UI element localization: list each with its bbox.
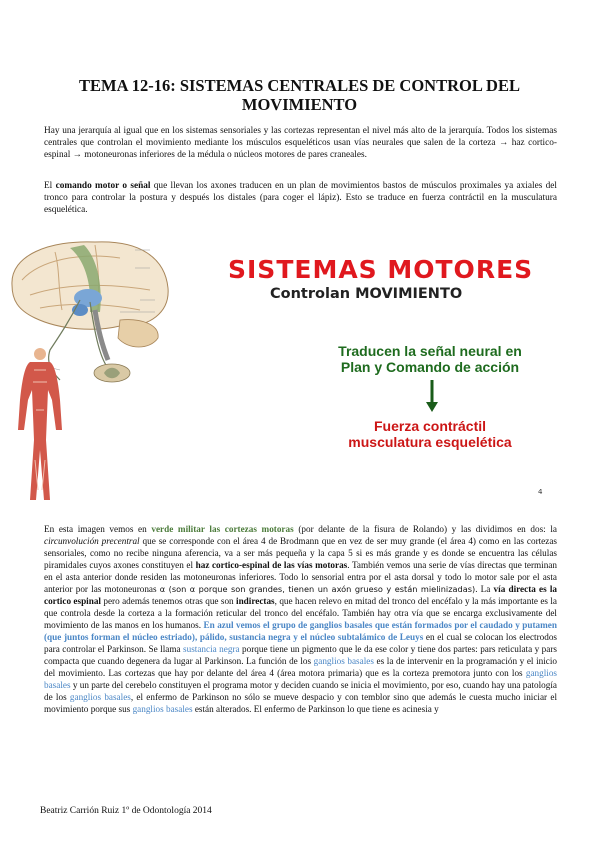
slide-red-line-1: Fuerza contráctil bbox=[373, 418, 487, 434]
p3-segment: α (son α porque son grandes, tienen un axón grueso y están mielinizadas) bbox=[159, 584, 476, 594]
slide-title: SISTEMAS MOTORES bbox=[228, 255, 534, 284]
p3-segment: indirectas bbox=[236, 596, 275, 606]
p3-segment: haz cortico-espinal de las vías motoras bbox=[195, 560, 348, 570]
footer-author: Beatriz Carrión Ruiz 1º de Odontología 2014 bbox=[40, 806, 212, 816]
slide-green-line-1: Traducen la señal neural en bbox=[338, 343, 522, 359]
paragraph-intro: Hay una jerarquía al igual que en los sistemas sensoriales y las cortezas representan el nivel más alto de la jerarquía. Todos los sistemas centrales que controlan el movimiento mediante los músculos esqueléticos usan vías neurales que salen de la corteza → haz cortico-espinal → motoneuronas inferiores de la médula o núcleos motores de pares craneales. bbox=[44, 126, 557, 161]
slide-green-line-2: Plan y Comando de acción bbox=[340, 359, 520, 375]
p3-segment: vía directa es la cortico espinal bbox=[44, 584, 557, 606]
p3-segment: (por delante de la fisura de Rolando) y las dividimos en dos: la bbox=[293, 524, 557, 534]
p3-segment: en el cual se colocan los electrodos para controlar el Parkinson. Se llama bbox=[44, 632, 557, 654]
brain-illustration bbox=[12, 242, 168, 382]
p3-segment: , que hacen relevo en mitad del tronco del encéfalo y la más importante es la que controla desde la corteza a la formación reticular del tronco del encéfalo. También hay otra vía que se encarga exclusivamente del movimiento de las manos en los humanos. bbox=[44, 596, 557, 630]
p3-segment: y un parte del cerebelo constituyen el programa motor y deciden cuando se inicia el movimiento, por eso, cuando hay una patología de los bbox=[44, 680, 557, 702]
p2-text-a: El bbox=[44, 181, 56, 191]
slide-subtitle: Controlan MOVIMIENTO bbox=[270, 286, 463, 302]
p3-segment: sustancia negra bbox=[183, 644, 240, 654]
paragraph-motor-cortex-explanation bbox=[44, 523, 557, 715]
slide-green-text bbox=[290, 343, 570, 375]
p3-segment: están alterados. El enfermo de Parkinson lo que tiene es acinesia y bbox=[192, 704, 439, 714]
slide-red-line-2: musculatura esquelética bbox=[348, 434, 512, 450]
p3-segment: En esta imagen vemos en bbox=[44, 524, 152, 534]
p3-segment: En azul vemos el grupo de ganglios basales que están formados por el caudado y putamen (que juntos forman el núcleo estriado), pálido, sustancia negra y el núcleo subtalámico de Leuys bbox=[44, 620, 557, 642]
p3-segment: ganglios basales bbox=[132, 704, 193, 714]
p3-segment: ganglios basales bbox=[313, 656, 374, 666]
p3-segment: circunvolución precentral bbox=[44, 536, 140, 546]
p3-segment: ganglios basales bbox=[44, 668, 557, 690]
title-line-1: TEMA 12-16: SISTEMAS CENTRALES DE CONTROL DEL bbox=[78, 76, 520, 95]
muscle-figure-illustration bbox=[18, 348, 62, 500]
p3-segment: porque tiene un pigmento que le da ese color y tiene dos partes: pars reticulata y pars compacta que cuando degenera da lugar al Parkinson. La función de los bbox=[44, 644, 557, 666]
document-title bbox=[40, 76, 559, 114]
p2-bold-term: comando motor o señal bbox=[55, 181, 151, 191]
slide-page-number: 4 bbox=[538, 488, 543, 496]
p3-segment: . La bbox=[475, 584, 494, 594]
paragraph-motor-command bbox=[44, 180, 557, 216]
title-line-2: MOVIMIENTO bbox=[241, 95, 358, 114]
slide-red-text bbox=[300, 418, 560, 450]
p3-segment: pero además tenemos otras que son bbox=[100, 596, 237, 606]
p2-text-c: que llevan los axones traducen en un plan de movimientos bastos de músculos proximales ya axiales del tronco para controlar la postura y después los distales (para coger el lápiz). Esto se traduce en fuerza contráctil en la musculatura esquelética. bbox=[44, 181, 557, 216]
p3-segment: ganglios basales bbox=[69, 692, 131, 702]
p3-segment: que se corresponde con el área 4 de Brodmann que en vez de ser muy grande (el área 4) como en las cortezas sensoriales, como no recibe ninguna aferencia, va a ser más pequeña y la capa 5 si es más grande y es donde se encuentra las células piramidales cuyos axones constituyen el bbox=[44, 536, 557, 570]
p3-segment: , el enfermo de Parkinson no sólo se mueve despacio y con temblor sino que además le cuesta mucho iniciar el movimiento porque sus bbox=[44, 692, 557, 714]
p3-segment: . También vemos una serie de vías directas que terminan en el asta anterior donde residen las motoneuronas inferiores. Todo lo sensorial entra por el asta dorsal y todo lo motor sale por el asta anterior por las motoneuronas bbox=[44, 560, 558, 594]
p3-segment: verde militar las cortezas motoras bbox=[151, 524, 294, 534]
p3-segment: es la de intervenir en la programación y el inicio del movimiento. Las cortezas que hay por delante del área 4 (área motora primaria) que es la corteza premotora junto con los bbox=[44, 656, 557, 678]
down-arrow bbox=[426, 380, 438, 412]
